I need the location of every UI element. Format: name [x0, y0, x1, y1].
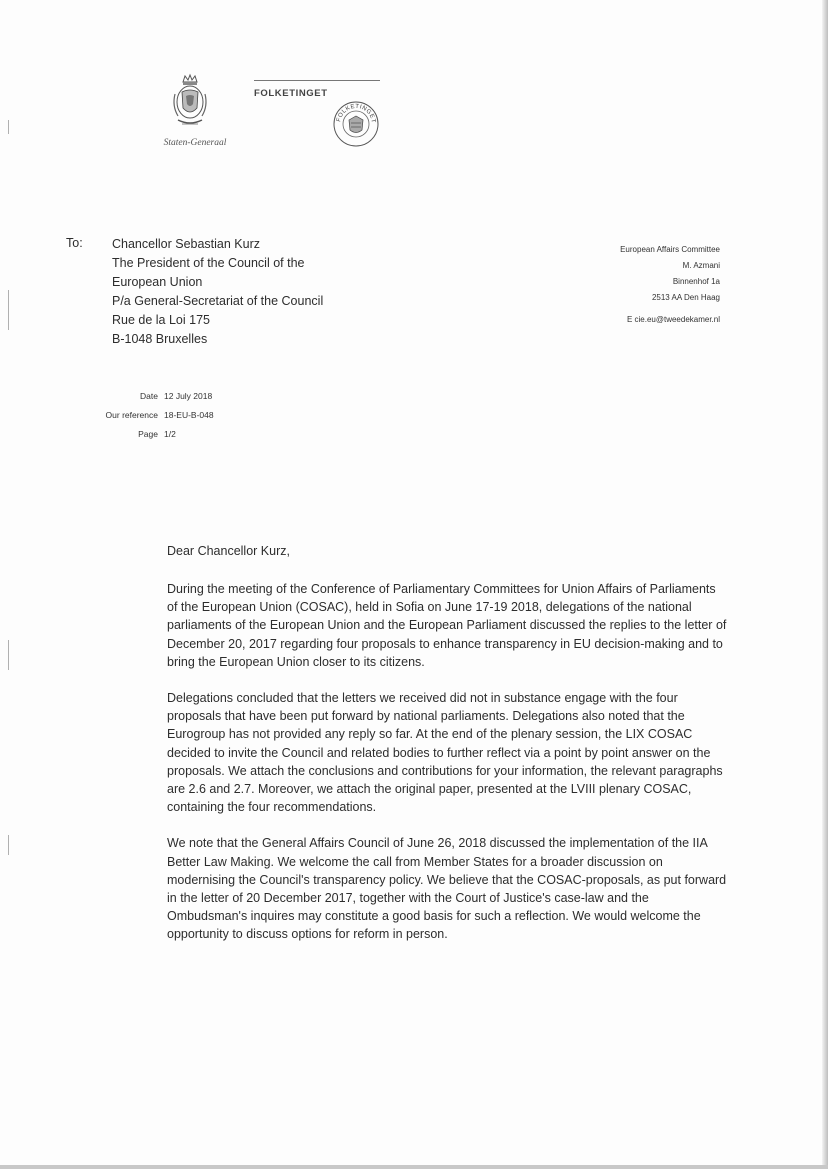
meta-page-row	[60, 425, 214, 444]
scan-mark	[8, 290, 9, 330]
to-label: To:	[66, 236, 83, 250]
folketinget-rule	[254, 80, 380, 81]
sender-block	[620, 242, 720, 328]
scan-mark	[8, 120, 9, 134]
sender-email: E cie.eu@tweedekamer.nl	[626, 315, 720, 324]
meta-page-label: Page	[138, 429, 158, 439]
scan-edge-bottom	[0, 1165, 828, 1169]
scan-mark	[8, 835, 9, 855]
body-paragraph-1: During the meeting of the Conference of Parliamentary Committees for Union Affairs of Parliaments of the European Union (COSAC), held in Sofia on June 17-19 2018, delegations of the national parliaments of the European Union and the European Parliament discussed the replies to the letter of December 20, 2017 regarding four proposals to enhance transparency in EU decision-making and to bring the European Union closer to its citizens.	[167, 582, 727, 669]
sender-person: M. Azmani	[682, 261, 720, 270]
meta-date-label: Date	[140, 391, 158, 401]
recipient-line-street: Rue de la Loi 175	[112, 313, 210, 327]
folketinget-label: FOLKETINGET	[254, 88, 328, 99]
folketinget-seal-icon	[332, 100, 380, 148]
recipient-line-name: Chancellor Sebastian Kurz	[112, 237, 260, 251]
meta-date-row	[60, 387, 214, 406]
staten-generaal-crest-icon	[170, 72, 210, 134]
recipient-line-body: European Union	[112, 275, 203, 289]
sender-street: Binnenhof 1a	[672, 277, 720, 286]
staten-generaal-label: Staten-Generaal	[163, 138, 227, 148]
meta-reference-value: 18-EU-B-048	[164, 410, 214, 420]
body-paragraph-3: We note that the General Affairs Council of June 26, 2018 discussed the implementation of the IIA Better Law Making. We welcome the call from Member States for a broader discussion on modernising the Council's transparency policy. We believe that the COSAC-proposals, as put forward in the letter of 20 December 2017, together with the Court of Justice's case-law and the Ombudsman's inquires may constitute a good basis for such a reflection. We would welcome the opportunity to discuss options for reform in person.	[167, 836, 727, 942]
meta-reference-label: Our reference	[105, 410, 158, 420]
meta-date-value: 12 July 2018	[164, 391, 213, 401]
folketinget-seal-text: FOLKETINGET	[336, 103, 377, 124]
recipient-line-title: The President of the Council of the	[112, 256, 305, 270]
scan-mark	[8, 640, 9, 670]
body-paragraph-2: Delegations concluded that the letters we received did not in substance engage with the four proposals that have been put forward by national parliaments. Delegations also noted that the Eurogroup has not provided any reply so far. At the end of the plenary session, the LIX COSAC decided to invite the Council and related bodies to further reflect via a point by point answer on the proposals. We attach the conclusions and contributions for your information, the relevant paragraphs are 2.6 and 2.7. Moreover, we attach the original paper, presented at the LVIII plenary COSAC, containing the four recommendations.	[167, 691, 723, 815]
meta-page-value: 1/2	[164, 429, 176, 439]
recipient-line-care-of: P/a General-Secretariat of the Council	[112, 294, 324, 308]
sender-postal: 2513 AA Den Haag	[651, 293, 720, 302]
meta-reference-row	[60, 406, 214, 425]
letter-meta	[60, 387, 214, 444]
recipient-address	[112, 235, 323, 349]
letter-body	[167, 580, 727, 962]
recipient-line-city: B-1048 Bruxelles	[112, 332, 208, 346]
salutation: Dear Chancellor Kurz,	[167, 544, 290, 558]
sender-committee: European Affairs Committee	[620, 245, 720, 254]
scan-edge-right	[822, 0, 828, 1169]
